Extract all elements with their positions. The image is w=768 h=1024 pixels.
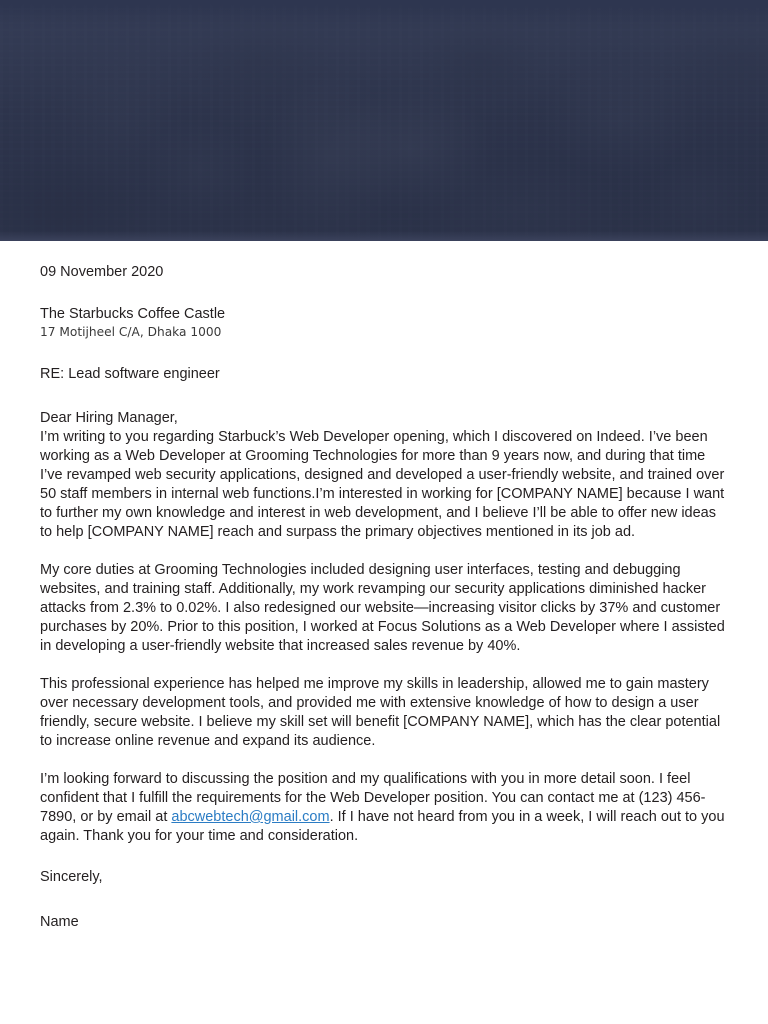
signature-name: Name <box>40 914 79 931</box>
paragraph-4-text-after-email: . If I have not heard from you in a week, I will reach out to you again. Thank you for your time and consideration. <box>40 808 725 844</box>
navy-tint-overlay <box>0 0 768 241</box>
letter-paragraph-1: I’m writing to you regarding Starbuck’s Web Developer opening, which I discovered on Indeed. I’ve been working as a Web Developer at Grooming Technologies for more than 9 years now, and during that time I’ve revamped web security applications, designed and developed a user-friendly website, and trained over 50 staff members in internal web functions.I’m interested in working for [COMPANY NAME] because I want to further my own knowledge and interest in web development, and I believe I’ll be able to offer new ideas to help [COMPANY NAME] reach and surpass the primary objectives mentioned in its job ad. <box>40 429 725 541</box>
letter-paragraph-2: My core duties at Grooming Technologies included designing user interfaces, testing and debugging websites, and training staff. Additionally, my work revamping our security applications diminished hacker attacks from 2.3% to 0.02%. I also redesigned our website—increasing visitor clicks by 37% and customer purchases by 20%. Prior to this position, I worked at Focus Solutions as a Web Developer where I assisted in developing a user-friendly website that increased sales revenue by 40%. <box>40 562 725 654</box>
letter-paragraph-3: This professional experience has helped me improve my skills in leadership, allowed me to gain mastery over necessary development tools, and provided me with extensive knowledge of how to design a user friendly, secure website. I believe my skill set will benefit [COMPANY NAME], which has the clear potential to increase online revenue and expand its audience. <box>40 675 721 749</box>
recipient-name: The Starbucks Coffee Castle <box>40 305 226 322</box>
banner-top-edge <box>0 0 768 18</box>
banner-bottom-edge <box>0 231 768 241</box>
letter-subject-line: RE: Lead software engineer <box>40 365 220 382</box>
paragraph-4-text-before-email: I’m looking forward to discussing the position and my qualifications with you in more detail soon. I feel confident that I fulfill the requirements for the Web Developer position. You can contact me at (123) 456-7890, or by email at <box>40 770 706 825</box>
header-banner-image <box>0 0 768 241</box>
recipient-address: 17 Motijheel C/A, Dhaka 1000 <box>40 325 222 340</box>
letter-body <box>0 241 768 933</box>
letter-closing: Sincerely, <box>40 868 103 885</box>
letter-date: 09 November 2020 <box>40 264 164 280</box>
email-link[interactable]: abcwebtech@gmail.com <box>171 808 330 825</box>
letter-salutation: Dear Hiring Manager, <box>40 409 178 426</box>
letter-paragraph-4 <box>40 751 728 846</box>
